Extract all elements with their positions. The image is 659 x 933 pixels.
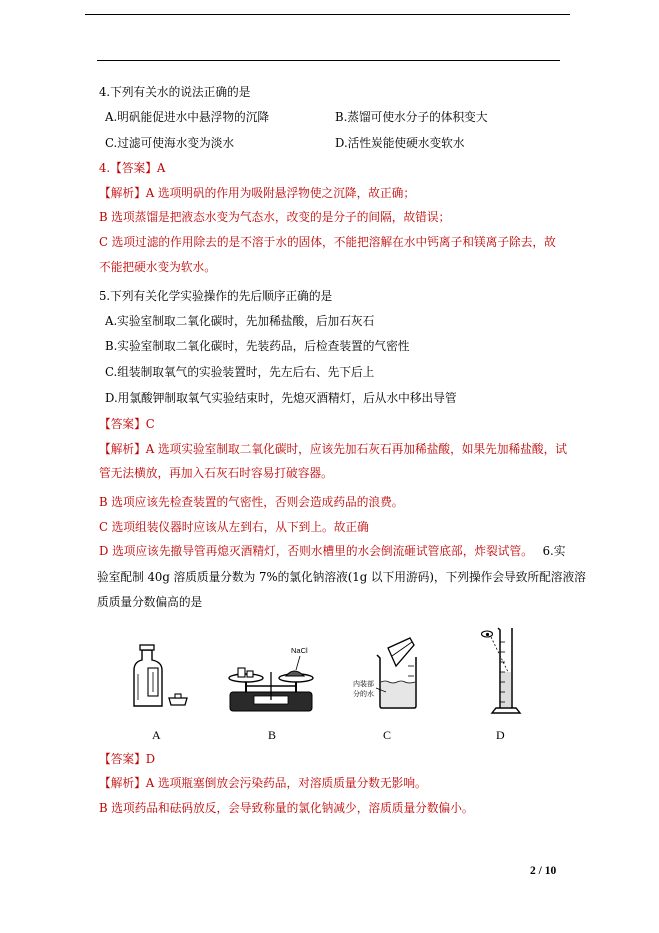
figure-label-d: D	[496, 728, 505, 742]
q5-analysis-line: B 选项应该先检查装置的气密性，否则会造成药品的浪费。	[99, 495, 404, 509]
eye-pupil	[486, 633, 489, 636]
q4-option-d: D.活性炭能使硬水变软水	[335, 136, 465, 150]
figure-label-a: A	[152, 728, 161, 742]
weight	[247, 671, 253, 677]
header-rule-bottom	[97, 60, 560, 61]
reagent-heap	[286, 671, 304, 676]
graduated-cylinder-with-eye-icon	[478, 622, 530, 718]
q5-analysis-line: D 选项应该先撤导管再熄灭酒精灯，否则水槽里的水会倒流砸试管底部，炸裂试管。	[99, 544, 533, 558]
q5-option-b: B.实验室制取二氧化碳时，先装药品，后检查装置的气密性	[105, 339, 410, 353]
reagent-label: NaCl	[291, 646, 308, 655]
q4-option-b: B.蒸馏可使水分子的体积变大	[335, 110, 488, 124]
cylinder-base	[492, 708, 520, 713]
q6-answer: 【答案】D	[99, 752, 156, 766]
q5-option-c: C.组装制取氧气的实验装置时，先左后右、先下后上	[105, 365, 375, 379]
q4-analysis-line: 不能把硬水变为软水。	[99, 260, 216, 274]
q5-stem: 5.下列有关化学实验操作的先后顺序正确的是	[99, 289, 333, 303]
stopper-knob	[175, 694, 181, 698]
q6-stem-start: 6.实	[542, 544, 566, 558]
bottle-lip	[140, 645, 154, 650]
q6-analysis-line: B 选项药品和砝码放反，会导致称量的氯化钠减少，溶质质量分数偏小。	[99, 801, 474, 815]
stopper	[169, 698, 187, 705]
beaker-note: 分的水	[353, 691, 374, 698]
q4-stem: 4.下列有关水的说法正确的是	[99, 85, 251, 99]
beaker-with-paper-icon	[352, 636, 424, 714]
header-rule-top	[85, 14, 570, 15]
reagent-bottle-with-stopper-icon	[128, 634, 194, 710]
q6-stem-line: 验室配制 40g 溶质质量分数为 7%的氯化钠溶液(1g 以下用游码)，下列操作会导致所配溶液溶	[97, 570, 586, 584]
q5-analysis-line: 【解析】A 选项实验室制取二氧化碳时，应该先加石灰石再加稀盐酸，如果先加稀盐酸，试	[99, 442, 567, 456]
page-number: 2 / 10	[530, 865, 557, 877]
q4-answer: 4.【答案】A	[99, 161, 166, 175]
beaker-note: 内装部	[353, 681, 374, 688]
q4-analysis-line: C 选项过滤的作用除去的是不溶于水的固体，不能把溶解在水中钙离子和镁离子除去，故	[99, 235, 556, 249]
reagent-label-pointer	[296, 656, 300, 670]
q5-answer: 【答案】C	[99, 417, 155, 431]
q6-analysis-line: 【解析】A 选项瓶塞倒放会污染药品，对溶质质量分数无影响。	[99, 776, 427, 790]
beaker-water	[381, 682, 415, 707]
q4-analysis-line: 【解析】A 选项明矾的作用为吸附悬浮物使之沉降，故正确；	[99, 186, 416, 200]
q5-option-a: A.实验室制取二氧化碳时，先加稀盐酸，后加石灰石	[105, 314, 375, 328]
q4-option-a: A.明矾能促进水中悬浮物的沉降	[105, 110, 270, 124]
balance-left-pan	[229, 674, 263, 682]
q4-analysis-line: B 选项蒸馏是把液态水变为气态水，改变的是分子的间隔，故错误；	[99, 210, 451, 224]
pouring-paper	[388, 638, 414, 666]
figure-label-c: C	[383, 728, 392, 742]
q5-analysis-line: C 选项组装仪器时应该从左到右，从下到上。故正确	[99, 520, 369, 534]
q5-analysis-last-line	[99, 544, 565, 558]
q5-analysis-line: 管无法横放，再加入石灰石时容易打破容器。	[99, 466, 333, 480]
q6-stem-line: 质质量分数偏高的是	[97, 595, 203, 609]
q5-option-d: D.用氯酸钾制取氧气实验结束时，先熄灭酒精灯，后从水中移出导管	[105, 391, 457, 405]
q4-option-c: C.过滤可使海水变为淡水	[105, 136, 235, 150]
tray-balance-icon	[224, 640, 320, 716]
weight	[238, 668, 245, 677]
figure-label-b: B	[268, 728, 277, 742]
